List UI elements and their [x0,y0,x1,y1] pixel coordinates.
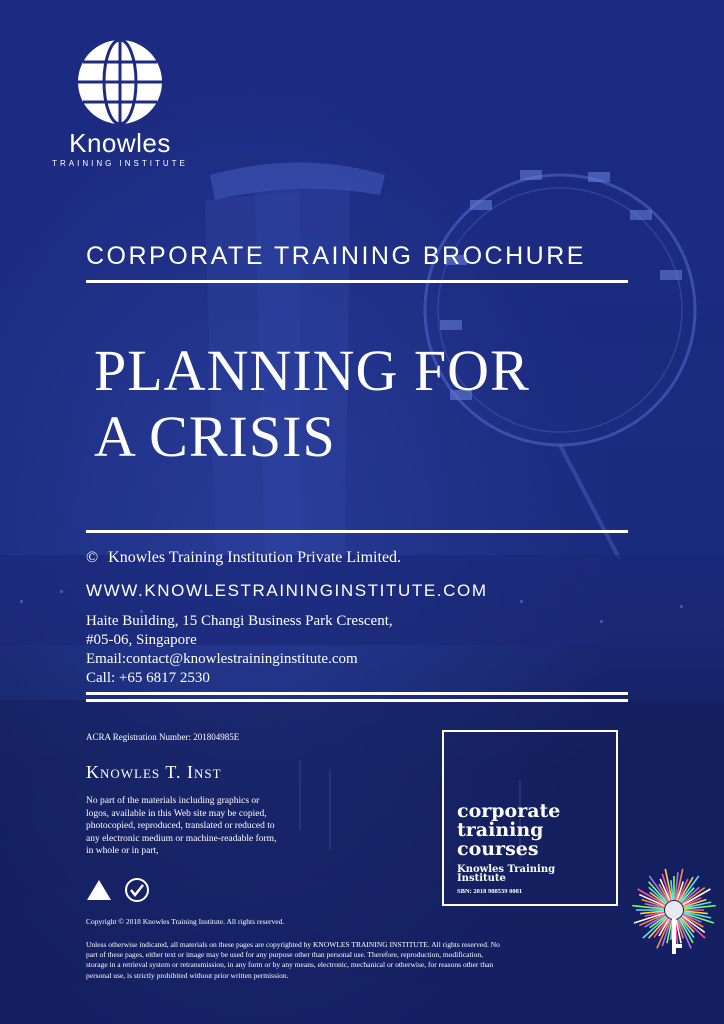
badge-line-3: courses [457,838,539,860]
copyright-symbol: © [86,549,99,566]
check-circle-icon [124,877,150,903]
badge-subtitle [457,865,555,883]
disclaimer-line-1: No part of the materials including graphics or [86,796,260,806]
badge-title [457,802,560,859]
badge-sbn: SBN: 2018 988539 0081 [457,888,523,895]
brand-name: Knowles T. Inst [86,762,222,782]
website-url: WWW.KNOWLESTRAININGINSTITUTE.COM [86,581,488,600]
legal-line-2: part of these pages, either text or image may be used for any purpose other than personal use. Therefore, reproduction, modification, [86,950,484,960]
divider-bottom-1 [86,692,628,695]
copyright-notice: Copyright © 2018 Knowles Training Institute. All rights reserved. [86,917,285,926]
globe-icon [76,38,164,126]
company-line [86,548,401,568]
legal-line-1: Unless otherwise indicated, all materials on these pages are copyrighted by KNOWLES TRAINING INSTITUTE. All rights reserved. No [86,940,500,949]
company-name: Knowles Training Institution Private Limited. [108,549,402,566]
disclaimer-line-2: logos, available in this Web site may be copied, [86,808,267,819]
contact-address [86,612,393,688]
phone: Call: +65 6817 2530 [86,670,210,686]
logo-subtitle: TRAINING INSTITUTE [52,159,188,168]
bottom-icons [86,877,150,903]
address-line-1: Haite Building, 15 Changi Business Park Crescent, [86,613,393,629]
badge-sub-line-1: Knowles Training [457,864,556,875]
divider-top [86,280,628,283]
address-line-2: #05-06, Singapore [86,632,197,648]
brochure-label: CORPORATE TRAINING BROCHURE [86,242,586,270]
badge-sub-line-2: Institute [457,873,506,884]
triangle-icon [86,878,112,902]
disclaimer-line-3: photocopied, reproduced, translated or reduced to [86,821,275,831]
badge-line-1: corporate [457,800,561,822]
disclaimer-line-5: in whole or in part, [86,846,159,856]
logo-name: Knowles [69,128,171,158]
corporate-training-badge [442,730,618,906]
page-title [94,338,614,470]
title-line-1: PLANNING FOR [94,338,530,403]
legal-line-3: storage in a retrieval system or retransmission, in any form or by any means, electronic, mechanical or otherwise, for reasons other than [86,960,494,970]
legal-line-4: personal use, is strictly prohibited without prior written permission. [86,970,289,980]
disclaimer-line-4: any electronic medium or machine-readable form, [86,833,277,844]
disclaimer [86,795,326,858]
divider-middle [86,530,628,533]
divider-bottom-2 [86,699,628,702]
acra-registration: ACRA Registration Number: 201804985E [86,732,240,742]
email: Email:contact@knowlestraininginstitute.com [86,651,358,667]
badge-line-2: training [457,819,544,841]
knowles-logo [40,38,200,170]
legal-notice [86,940,646,981]
colorful-burst-icon [628,864,720,964]
title-line-2: A CRISIS [94,404,336,469]
